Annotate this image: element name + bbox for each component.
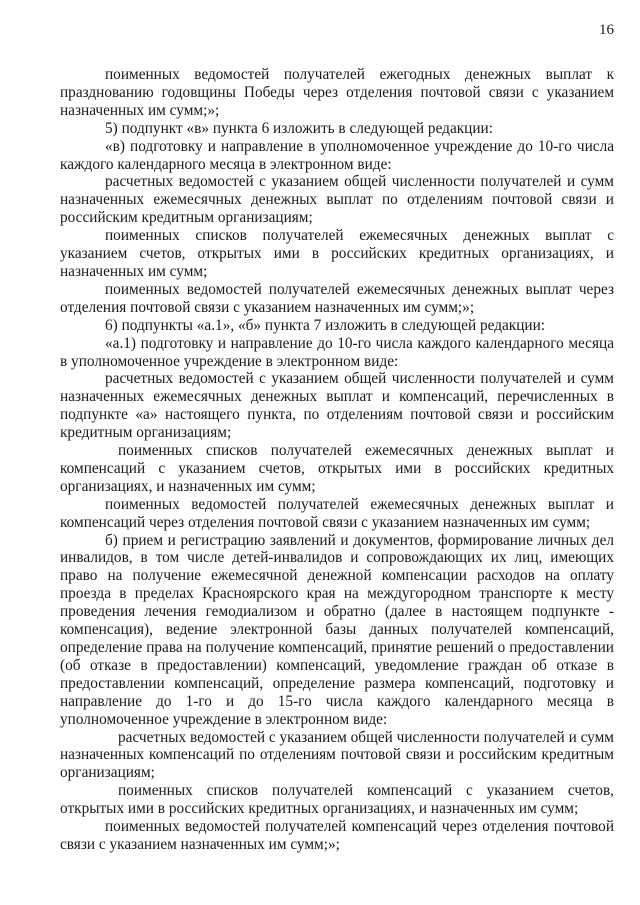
paragraph: 5) подпункт «в» пункта 6 изложить в следующей редакции: [105, 119, 493, 137]
paragraph: расчетных ведомостей с указанием общей численности получателей и сумм назначенных компенсаций по отделениям почтовой связи и российским кредитным организациям; [60, 728, 614, 782]
paragraph: б) прием и регистрацию заявлений и документов, формирование личных дел инвалидов, в том числе детей-инвалидов и сопровождающих их лиц, имеющих право на получение ежемесячной денежной компенсации расходов на оплату проезда в пределах Красноярского края на междугородном транспорте к месту проведения лечения гемодиализом и обратно (далее в настоящем подпункте - компенсация), ведение электронной базы данных получателей компенсаций, определение права на получение компенсаций, принятие решений о предоставлении (об отказе в предоставлении) компенсаций, уведомление граждан об отказе в предоставлении компенсаций, определение размера компенсаций, подготовку и направление до 1-го и до 15-го числа каждого календарного месяца в уполномоченное учреждение в электронном виде: [60, 531, 614, 728]
document-body [60, 66, 614, 854]
paragraph: «в) подготовку и направление в уполномоченное учреждение до 10-го числа каждого календарного месяца в электронном виде: [60, 137, 614, 173]
paragraph: поименных ведомостей получателей ежегодных денежных выплат к празднованию годовщины Победы через отделения почтовой связи с указанием назначенных им сумм;»; [60, 66, 614, 119]
paragraph: расчетных ведомостей с указанием общей численности получателей и сумм назначенных ежемесячных денежных выплат и компенсаций, перечисленных в подпункте «а» настоящего пункта, по отделениям почтовой связи и российским кредитным организациям; [60, 370, 614, 442]
paragraph: расчетных ведомостей с указанием общей численности получателей и сумм назначенных ежемесячных денежных выплат по отделениям почтовой связи и российским кредитным организациям; [60, 173, 614, 227]
paragraph: поименных ведомостей получателей компенсаций через отделения почтовой связи с указанием назначенных им сумм;»; [60, 818, 614, 853]
paragraph: поименных списков получателей ежемесячных денежных выплат с указанием счетов, открытых ими в российских кредитных организациях, и назначенных им сумм; [60, 227, 614, 280]
paragraph: поименных ведомостей получателей ежемесячных денежных выплат через отделения почтовой связи с указанием назначенных им сумм;»; [60, 280, 614, 316]
paragraph: 6) подпункты «а.1», «б» пункта 7 изложить в следующей редакции: [105, 316, 546, 334]
paragraph: поименных ведомостей получателей ежемесячных денежных выплат и компенсаций через отделения почтовой связи с указанием назначенных им сумм; [60, 495, 614, 531]
page-number: 16 [599, 22, 614, 38]
paragraph: поименных списков получателей компенсаций с указанием счетов, открытых ими в российских кредитных организациях, и назначенных им сумм; [60, 782, 614, 818]
paragraph: «а.1) подготовку и направление до 10-го числа каждого календарного месяца в уполномоченное учреждение в электронном виде: [60, 334, 614, 370]
paragraph: поименных списков получателей ежемесячных денежных выплат и компенсаций с указанием счетов, открытых ими в российских кредитных организациях, и назначенных им сумм; [60, 442, 614, 495]
